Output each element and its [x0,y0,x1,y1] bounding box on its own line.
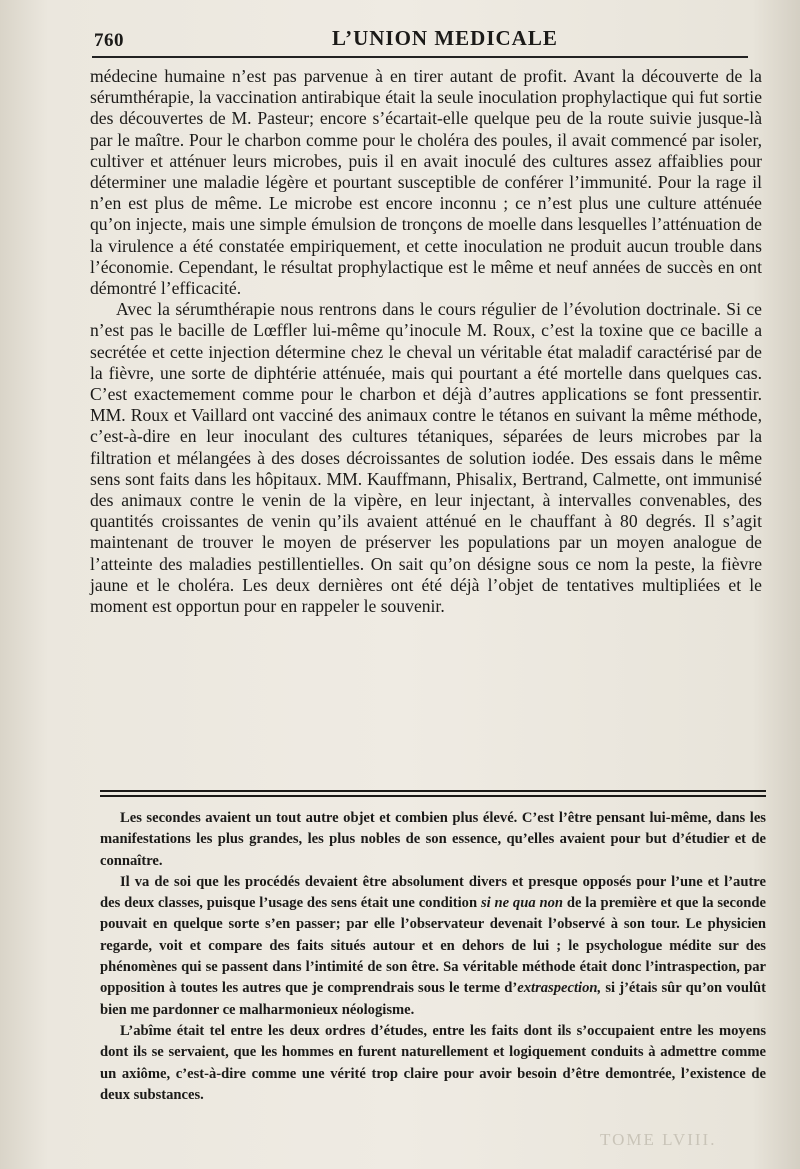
page-number: 760 [94,30,124,51]
footnote-text: Il va de soi que les procédés devaient être absolument divers et presque opposés pour l’une et l’autre des deux classes, puisque l’usage des sens était une condition [100,873,766,912]
footnote-paragraph [100,872,766,1021]
paragraph: médecine humaine n’est pas parvenue à en tirer autant de profit. Avant la découverte de la sérumthérapie, la vaccination antirabique était la seule inoculation prophylactique qui fut sortie des découvertes de M. Pasteur; encore s’écartait-elle quelque peu de la route suivie jusque-là par le maître. Pour le charbon comme pour le choléra des poules, il avait commencé par isoler, cultiver et atténuer leurs microbes, puis il en avait inoculé des cultures assez affaiblies pour déterminer une maladie légère et pourtant susceptible de conférer l’immunité. Pour la rage il n’en est plus de même. Le microbe est encore inconnu ; ce n’est plus une culture atténuée qu’on injecte, mais une simple émulsion de tronçons de moelle dans lesquelles l’atténuation de la virulence a été constatée empiriquement, et cette inoculation ne produit aucun trouble dans l’économie. Cependant, le résultat prophylactique est le même et neuf années de succès en ont démontré l’efficacité. [90,66,762,299]
footnote-paragraph: Les secondes avaient un tout autre objet et combien plus élevé. C’est l’être pensant lui-même, dans les manifestations les plus grandes, les plus nobles de son essence, qu’elles avaient pour but d’étudier et de connaître. [100,810,766,869]
footnote-text: de la première et que la seconde pouvait en quelque sorte s’en passer; par elle l’observateur devenait l’observé à son tour. Le physicien regarde, voit et compare des faits situés autour et en dehors de lui ; le psychologue médite sur des phénomènes qui se passent dans l’intimité de son être. Sa véritable méthode était donc l’intraspection, par opposition à toutes les autres que je comprendrais sous le terme d’ [100,895,767,997]
neologism: extraspection, [517,980,602,997]
latin-phrase: si ne qua non [480,895,564,912]
header-rule [92,56,748,58]
bleed-through-text: TOME LVIII. [600,1130,717,1149]
running-header [92,26,752,56]
section-divider [100,790,766,797]
main-text [90,66,762,617]
journal-title: L’UNION MEDICALE [332,26,558,50]
footnote-block [100,808,766,1106]
footnote-text: si j’étais sûr qu’on voulût bien me pardonner ce malharmonieux néologisme. [100,980,767,1018]
paragraph: Avec la sérumthérapie nous rentrons dans le cours régulier de l’évolution doctrinale. Si ce n’est pas le bacille de Lœffler lui-même qu’inocule M. Roux, c’est la toxine que ce bacille a secrétée et cette injection détermine chez le cheval un véritable état maladif caractérisé par de la fièvre, une sorte de diphtérie atténuée, mais qui pourtant a été mortelle dans quelques cas. C’est exactemement comme pour le charbon et déjà d’autres applications se font pressentir. MM. Roux et Vaillard ont vacciné des animaux contre le tétanos en suivant la même méthode, c’est-à-dire en leur inoculant des cultures tétaniques, séparées de leurs microbes par la filtration et mélangées à des doses décroissantes de solution iodée. Des essais dans le même sens sont faits dans les hôpitaux. MM. Kauffmann, Phisalix, Bertrand, Calmette, ont immunisé des animaux contre le venin de la vipère, en leur injectant, à intervalles convenables, des quantités croissantes de venin qu’ils avaient atténué en le chauffant à 80 degrés. Il s’agit maintenant de trouver le moyen de préserver les populations par un moyen analogue de l’atteinte des maladies pestillentielles. On sait qu’on désigne sous ce nom la peste, la fièvre jaune et le choléra. Les deux dernières ont été déjà l’objet de tentatives multipliées et le moment est opportun pour en rappeler le souvenir. [90,299,762,617]
footnote-paragraph: L’abîme était tel entre les deux ordres d’études, entre les faits dont ils s’occupaient entre les moyens dont ils se servaient, que les hommes en furent naturellement et logiquement conduits à admettre comme un axiôme, c’est-à-dire comme une vérité trop claire pour avoir besoin d’être demontrée, l’existence de deux substances. [100,1022,766,1103]
